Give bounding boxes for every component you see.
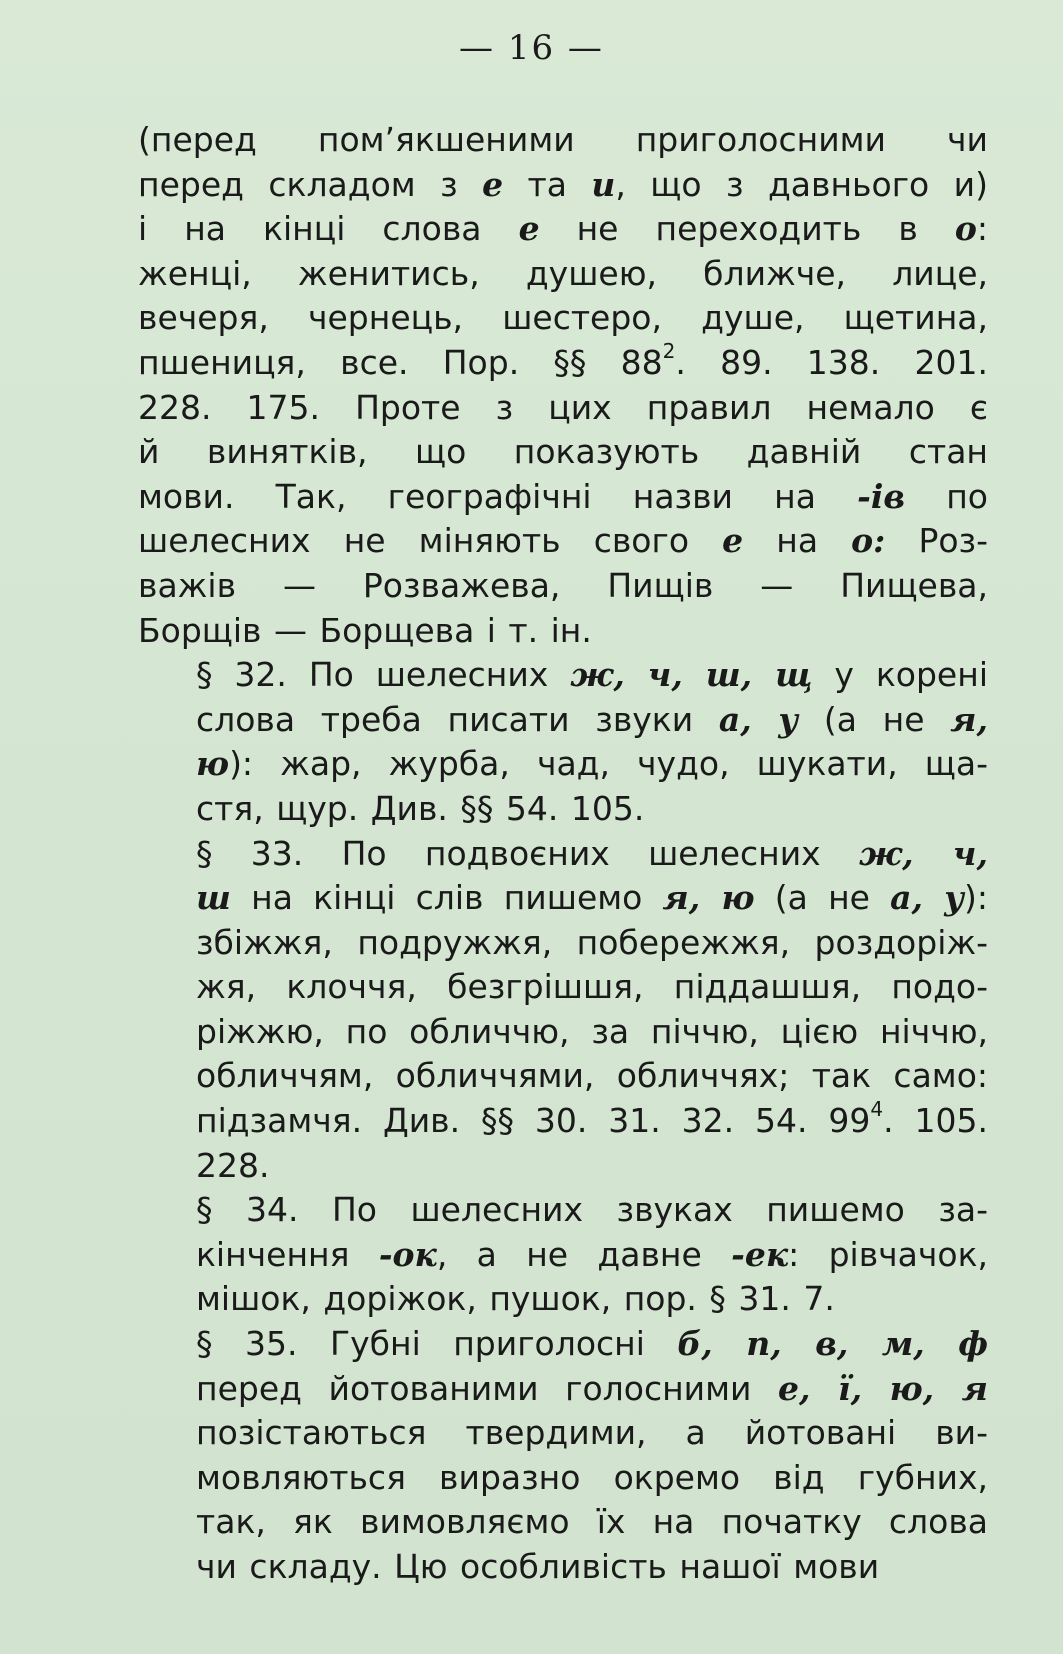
paragraph-section-32 [138, 653, 988, 831]
text-line: ріжжю, по обличчю, за піччю, цією ніччю, [196, 1011, 988, 1051]
text-line: § 34. По шелесних звуках пишемо за- [196, 1190, 988, 1230]
text-line: Борщів — Борщева і т. ін. [138, 610, 592, 650]
text-line: § 32. По шелесних ж, ч, ш, щ у корені [196, 655, 988, 695]
text-line: перед йотованими голосними е, ї, ю, я [196, 1368, 988, 1408]
text-line: позістаються твердими, а йотовані ви- [196, 1413, 988, 1453]
text-line: 228. 175. Проте з цих правил немало є [138, 387, 988, 427]
text-line: шелесних не міняють свого е на о: Роз- [138, 521, 988, 561]
text-line: § 33. По подвоєних шелесних ж, ч, [196, 833, 988, 873]
page-number: — 16 — [459, 28, 604, 68]
text-line: так, як вимовляємо їх на початку слова [196, 1502, 988, 1542]
text-line: перед складом з е та и, що з давнього и) [138, 164, 988, 204]
text-line: важів — Розважева, Пищів — Пищева, [138, 565, 988, 605]
text-line: й винятків, що показують давній стан [138, 432, 988, 472]
paragraph-continuation [138, 118, 988, 653]
text-line: пшениця, все. Пор. §§ $88^2$. 89. 138. 201. [138, 340, 988, 382]
text-line: стя, щур. Див. §§ 54. 105. [196, 788, 645, 828]
body-text [138, 118, 988, 1590]
text-line: збіжжя, подружжя, побережжя, роздоріж- [196, 922, 988, 962]
text-line: підзамчя. Див. §§ 30. 31. 32. 54. $99^4$. 105. [196, 1099, 988, 1141]
text-line: кінчення -ок, а не давне -ек: рівчачок, [196, 1234, 988, 1274]
text-line: 228. [196, 1145, 270, 1185]
text-line: ш на кінці слів пишемо я, ю (а не а, у): [196, 878, 988, 918]
text-line: женці, женитись, душею, ближче, лице, [138, 253, 988, 293]
text-line: вечеря, чернець, шестеро, душе, щетина, [138, 298, 988, 338]
paragraph-section-35 [138, 1322, 988, 1590]
text-line: § 35. Губні приголосні б, п, в, м, ф [196, 1324, 988, 1364]
text-line: чи складу. Цю особливість нашої мови [196, 1547, 880, 1586]
text-line: ю): жар, журба, чад, чудо, шукати, ща- [196, 744, 988, 784]
text-line: жя, клоччя, безгрішшя, піддашшя, подо- [196, 967, 988, 1007]
text-line: мовляються виразно окремо від губних, [196, 1457, 988, 1497]
text-line: слова треба писати звуки а, у (а не я, [196, 699, 988, 739]
paragraph-section-33 [138, 832, 988, 1189]
text-line: мішок, доріжок, пушок, пор. § 31. 7. [196, 1279, 835, 1319]
text-line: мови. Так, географічні назви на -ів по [138, 476, 988, 516]
paragraph-section-34 [138, 1188, 988, 1322]
text-line: і на кінці слова е не переходить в о: [138, 209, 988, 249]
text-line: (перед пом’якшеними приголосними чи [138, 120, 988, 159]
text-line: обличчям, обличчями, обличчях; так само: [196, 1056, 988, 1096]
